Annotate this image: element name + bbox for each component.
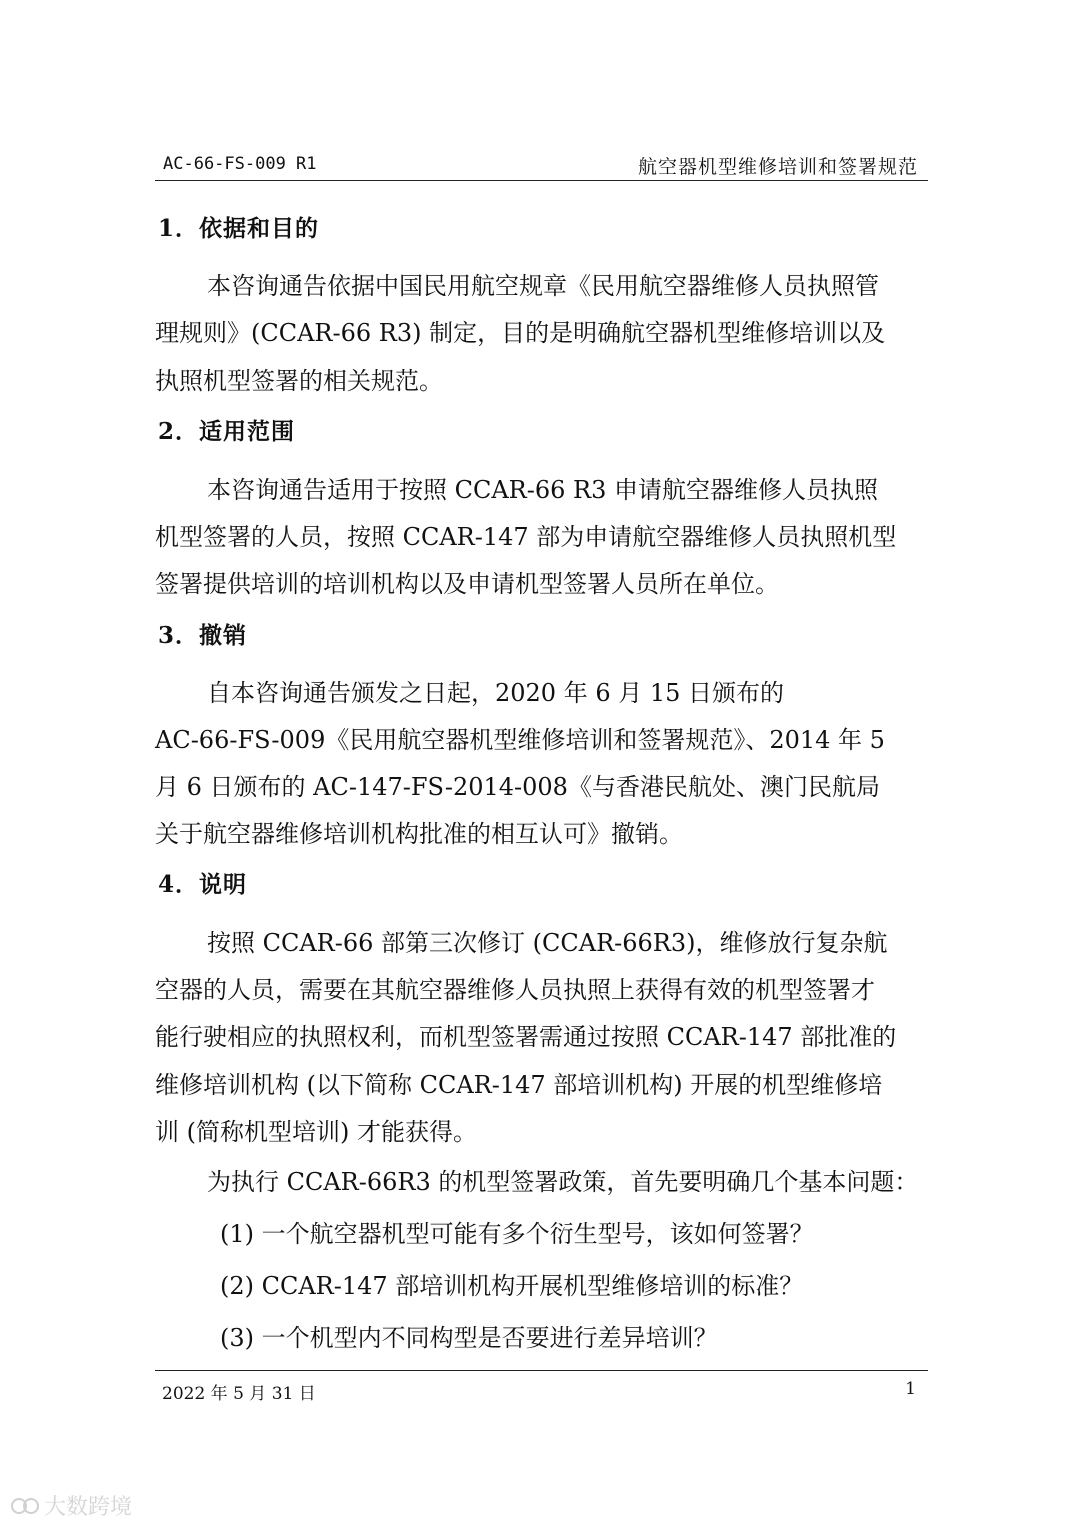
paragraph-line: 训 (简称机型培训) 才能获得。: [155, 1118, 477, 1146]
paragraph-line: 自本咨询通告颁发之日起，2020 年 6 月 15 日颁布的: [207, 679, 785, 707]
paragraph-line: 机型签署的人员，按照 CCAR-147 部为申请航空器维修人员执照机型: [155, 523, 897, 551]
doc-code: AC-66-FS-009 R1: [163, 154, 317, 174]
paragraph-line: 维修培训机构 (以下简称 CCAR-147 部培训机构) 开展的机型维修培: [155, 1071, 883, 1099]
section-heading-1: 1．依据和目的: [158, 215, 320, 242]
section-heading-2: 2．适用范围: [158, 418, 296, 445]
paragraph-line: 签署提供培训的培训机构以及申请机型签署人员所在单位。: [155, 570, 779, 598]
paragraph-line: 本咨询通告适用于按照 CCAR-66 R3 申请航空器维修人员执照: [207, 476, 879, 504]
paragraph-line: 能行驶相应的执照权利，而机型签署需通过按照 CCAR-147 部批准的: [155, 1023, 897, 1051]
section-heading-4: 4．说明: [158, 871, 248, 898]
page-header: [155, 152, 928, 181]
list-item: (1) 一个航空器机型可能有多个衍生型号，该如何签署？: [220, 1220, 814, 1248]
paragraph-line: 执照机型签署的相关规范。: [155, 367, 443, 395]
doc-title: 航空器机型维修培训和签署规范: [637, 156, 918, 178]
paragraph-line: 关于航空器维修培训机构批准的相互认可》撤销。: [155, 820, 683, 848]
list-item: (2) CCAR-147 部培训机构开展机型维修培训的标准？: [220, 1272, 804, 1300]
page-number: 1: [905, 1379, 916, 1399]
paragraph-line: 空器的人员，需要在其航空器维修人员执照上获得有效的机型签署才: [155, 976, 875, 1004]
paragraph-intro: 为执行 CCAR-66R3 的机型签署政策，首先要明确几个基本问题：: [207, 1168, 919, 1196]
paragraph-line: 按照 CCAR-66 部第三次修订 (CCAR-66R3)，维修放行复杂航: [207, 929, 888, 957]
watermark-text: 大数跨境: [44, 1495, 133, 1520]
watermark: [10, 1490, 132, 1521]
list-item: (3) 一个机型内不同构型是否要进行差异培训？: [220, 1324, 718, 1352]
watermark-logo-icon: [10, 1495, 40, 1517]
issue-date: 2022 年 5 月 31 日: [162, 1384, 316, 1404]
section-heading-3: 3．撤销: [158, 622, 248, 649]
paragraph-line: 月 6 日颁布的 AC-147-FS-2014-008《与香港民航处、澳门民航局: [155, 773, 880, 801]
paragraph-line: 理规则》(CCAR-66 R3) 制定，目的是明确航空器机型维修培训以及: [155, 319, 886, 347]
paragraph-line: AC-66-FS-009《民用航空器机型维修培训和签署规范》、2014 年 5: [155, 726, 885, 754]
page-footer: [155, 1370, 928, 1404]
paragraph-line: 本咨询通告依据中国民用航空规章《民用航空器维修人员执照管: [207, 272, 879, 300]
